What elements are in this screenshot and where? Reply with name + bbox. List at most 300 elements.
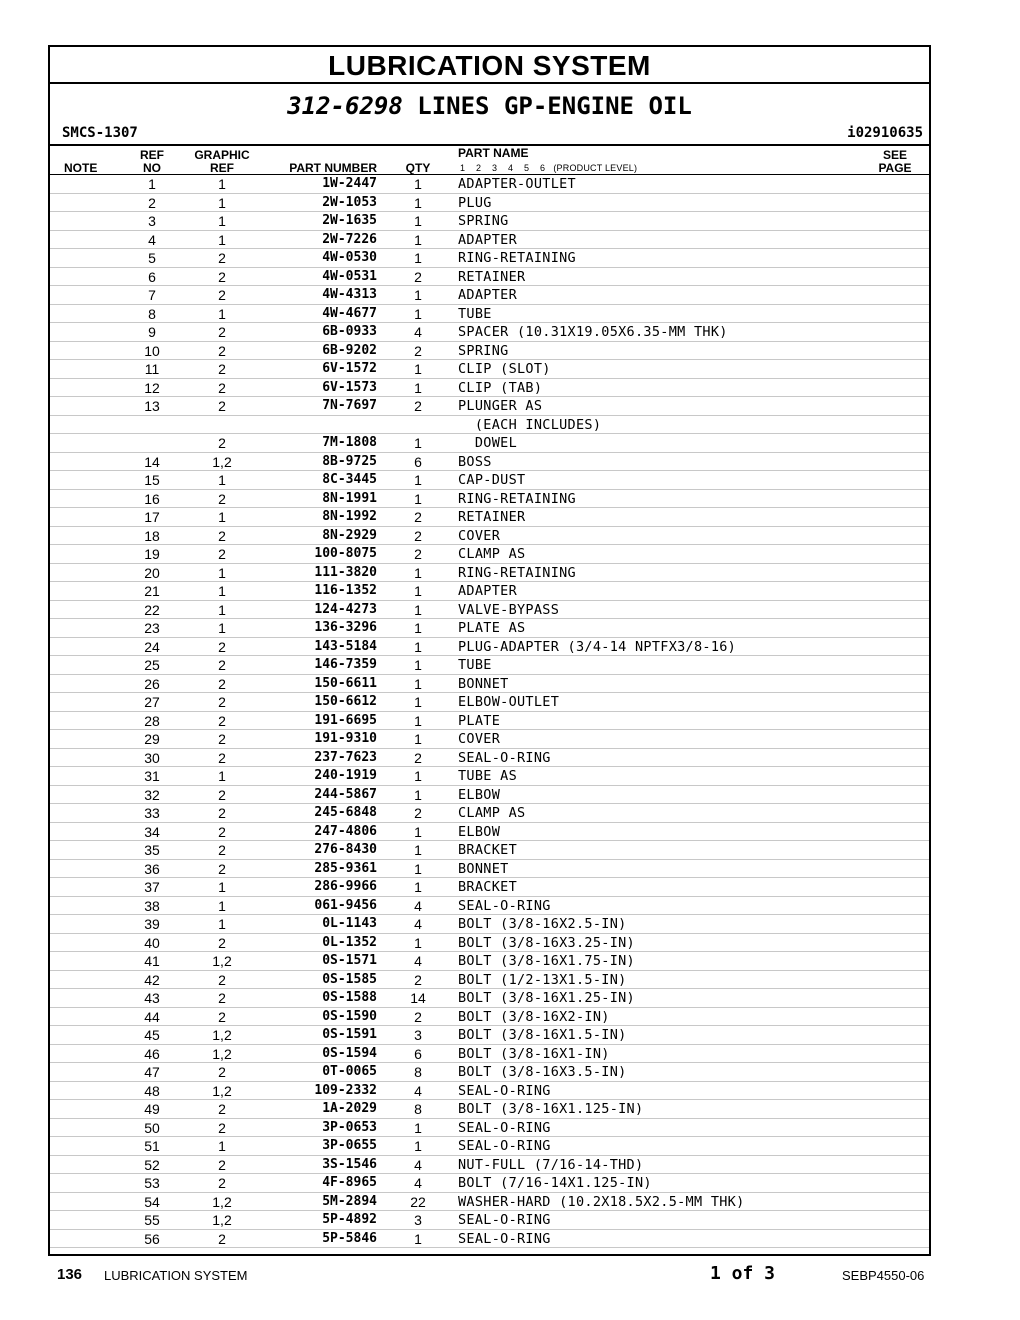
part-number: 4W-4313 — [322, 287, 377, 302]
table-row — [50, 749, 929, 768]
quantity: 4 — [414, 1082, 422, 1099]
part-name: ELBOW-OUTLET — [458, 694, 560, 710]
ref-no: 43 — [144, 990, 160, 1006]
part-number: 8N-1992 — [322, 509, 377, 524]
part-name: BOLT (3/8-16X1.75-IN) — [458, 953, 635, 969]
quantity: 1 — [414, 1119, 422, 1136]
part-name: TUBE — [458, 657, 492, 673]
ref-no: 41 — [144, 953, 160, 969]
ref-no: 33 — [144, 805, 160, 821]
graphic-ref: 2 — [218, 823, 226, 840]
ref-no: 13 — [144, 398, 160, 414]
graphic-ref: 1 — [218, 213, 226, 229]
ref-no: 3 — [148, 213, 156, 229]
ref-no: 50 — [144, 1119, 160, 1136]
quantity: 6 — [414, 1045, 422, 1062]
quantity: 1 — [414, 694, 422, 710]
smcs-code: SMCS-1307 — [62, 125, 138, 141]
part-name: ADAPTER — [458, 583, 517, 599]
graphic-ref: 2 — [218, 842, 226, 858]
quantity: 1 — [414, 379, 422, 396]
ref-no: 25 — [144, 657, 160, 673]
part-number: 245-6848 — [314, 805, 377, 820]
table-row — [50, 305, 929, 324]
table-row — [50, 638, 929, 657]
graphic-ref: 2 — [218, 638, 226, 655]
part-name: SEAL-O-RING — [458, 1230, 551, 1247]
part-number: 6B-9202 — [322, 342, 377, 358]
graphic-ref: 1,2 — [212, 1193, 232, 1210]
table-row — [50, 989, 929, 1008]
part-name: PLATE AS — [458, 620, 526, 636]
graphic-ref: 2 — [218, 1119, 226, 1136]
part-number: 111-3820 — [314, 564, 377, 580]
quantity: 22 — [410, 1193, 426, 1210]
table-row — [50, 212, 929, 231]
quantity: 1 — [414, 601, 422, 618]
part-number: 0T-0065 — [322, 1064, 377, 1079]
part-number: 6V-1572 — [322, 361, 377, 376]
table-row — [50, 804, 929, 823]
table-row — [50, 1008, 929, 1027]
table-row — [50, 1230, 929, 1249]
part-number: 143-5184 — [314, 638, 377, 654]
ref-no: 34 — [144, 823, 160, 840]
quantity: 1 — [414, 231, 422, 248]
ref-no: 1 — [148, 176, 156, 192]
graphic-ref: 2 — [218, 990, 226, 1006]
ref-no: 27 — [144, 694, 160, 710]
part-name: VALVE-BYPASS — [458, 601, 560, 618]
part-name: ELBOW — [458, 786, 501, 803]
header-ref-bottom: NO — [143, 161, 161, 175]
graphic-ref: 2 — [218, 1064, 226, 1080]
part-number: 4W-4677 — [322, 305, 377, 321]
part-number: 191-9310 — [314, 731, 377, 746]
part-name: BOLT (3/8-16X2-IN) — [458, 1008, 610, 1025]
graphic-ref: 2 — [218, 657, 226, 673]
graphic-ref: 1 — [218, 305, 226, 322]
header-part-name: PART NAME — [458, 146, 529, 160]
graphic-ref: 1 — [218, 231, 226, 248]
graphic-ref: 1,2 — [212, 953, 232, 969]
graphic-ref: 2 — [218, 361, 226, 377]
graphic-ref: 1 — [218, 916, 226, 932]
part-number: 0S-1594 — [322, 1045, 377, 1061]
graphic-ref: 2 — [218, 287, 226, 303]
part-number: 191-6695 — [314, 712, 377, 728]
quantity: 2 — [414, 342, 422, 359]
part-name: BOLT (3/8-16X3.5-IN) — [458, 1064, 627, 1080]
quantity: 4 — [414, 897, 422, 914]
part-number: 240-1919 — [314, 768, 377, 783]
header-graphic-top: GRAPHIC — [194, 148, 250, 162]
quantity: 1 — [414, 675, 422, 692]
part-name: ELBOW — [458, 823, 501, 840]
table-row — [50, 823, 929, 842]
table-row — [50, 1063, 929, 1082]
part-number: 061-9456 — [314, 897, 377, 913]
part-number: 247-4806 — [314, 823, 377, 839]
graphic-ref: 1 — [218, 472, 226, 488]
quantity: 4 — [414, 1175, 422, 1191]
ref-no: 7 — [148, 287, 156, 303]
quantity: 1 — [414, 361, 422, 377]
table-row — [50, 249, 929, 268]
parts-list-sheet — [48, 45, 931, 1256]
graphic-ref: 2 — [218, 1101, 226, 1117]
table-row — [50, 656, 929, 675]
part-number: 8B-9725 — [322, 453, 377, 469]
ref-no: 22 — [144, 601, 160, 618]
graphic-ref: 2 — [218, 934, 226, 951]
part-number: 8N-2929 — [322, 527, 377, 543]
part-name: BONNET — [458, 675, 509, 692]
part-name: BRACKET — [458, 879, 517, 895]
part-number: 4W-0531 — [322, 268, 377, 284]
ref-no: 9 — [148, 324, 156, 340]
part-name: BOLT (3/8-16X1.5-IN) — [458, 1027, 627, 1043]
ref-no: 16 — [144, 490, 160, 507]
ref-no: 21 — [144, 583, 160, 599]
ref-no: 55 — [144, 1212, 160, 1228]
ref-no: 23 — [144, 620, 160, 636]
part-name: ADAPTER — [458, 287, 517, 303]
part-name: WASHER-HARD (10.2X18.5X2.5-MM THK) — [458, 1193, 745, 1210]
document-id: i02910635 — [847, 125, 923, 141]
ref-no: 49 — [144, 1101, 160, 1117]
header-see-bottom: PAGE — [878, 161, 912, 175]
table-row — [50, 471, 929, 490]
header-part-number: PART NUMBER — [289, 161, 377, 175]
graphic-ref: 1 — [218, 509, 226, 525]
quantity: 8 — [414, 1064, 422, 1080]
graphic-ref: 2 — [218, 379, 226, 396]
table-row — [50, 527, 929, 546]
part-number: 3P-0655 — [322, 1138, 377, 1153]
part-number: 124-4273 — [314, 601, 377, 617]
ref-no: 39 — [144, 916, 160, 932]
graphic-ref: 2 — [218, 398, 226, 414]
quantity: 2 — [414, 398, 422, 414]
graphic-ref: 2 — [218, 435, 226, 451]
ref-no: 11 — [144, 361, 160, 377]
quantity: 2 — [414, 971, 422, 988]
ref-no: 54 — [144, 1193, 160, 1210]
part-number: 0S-1590 — [322, 1008, 377, 1024]
part-name: BONNET — [458, 860, 509, 877]
part-name: RETAINER — [458, 268, 526, 285]
table-row — [50, 601, 929, 620]
graphic-ref: 2 — [218, 860, 226, 877]
quantity: 1 — [414, 657, 422, 673]
part-number: 8C-3445 — [322, 472, 377, 487]
part-number: 7N-7697 — [322, 398, 377, 413]
group-name: LINES GP-ENGINE OIL — [417, 92, 692, 120]
quantity: 1 — [414, 879, 422, 895]
ref-no: 5 — [148, 250, 156, 266]
section-title: LUBRICATION SYSTEM — [50, 47, 929, 84]
ref-no: 31 — [144, 768, 160, 784]
ref-no: 17 — [144, 509, 160, 525]
graphic-ref: 2 — [218, 527, 226, 544]
header-note: NOTE — [64, 161, 98, 175]
parts-table-body — [50, 175, 929, 1248]
quantity: 1 — [414, 934, 422, 951]
table-row — [50, 693, 929, 712]
quantity: 14 — [410, 990, 426, 1006]
quantity: 4 — [414, 916, 422, 932]
part-number: 285-9361 — [314, 860, 377, 876]
part-name: TUBE AS — [458, 768, 517, 784]
table-row — [50, 1211, 929, 1230]
quantity: 1 — [414, 564, 422, 581]
graphic-ref: 1 — [218, 564, 226, 581]
part-name: PLUG — [458, 194, 492, 211]
part-number: 0S-1571 — [322, 953, 377, 968]
footer-page-of: 1 of 3 — [710, 1263, 776, 1284]
part-name: SEAL-O-RING — [458, 897, 551, 914]
table-row — [50, 1026, 929, 1045]
quantity: 1 — [414, 860, 422, 877]
quantity: 1 — [414, 620, 422, 636]
part-number: 2W-1053 — [322, 194, 377, 210]
ref-no: 12 — [144, 379, 160, 396]
part-name: COVER — [458, 527, 501, 544]
quantity: 3 — [414, 1212, 422, 1228]
column-header — [50, 146, 929, 175]
quantity: 2 — [414, 1008, 422, 1025]
ref-no: 37 — [144, 879, 160, 895]
ref-no: 36 — [144, 860, 160, 877]
table-row — [50, 231, 929, 250]
ref-no: 44 — [144, 1008, 160, 1025]
quantity: 1 — [414, 1138, 422, 1154]
table-row — [50, 1045, 929, 1064]
part-number: 3S-1546 — [322, 1156, 377, 1172]
quantity: 1 — [414, 250, 422, 266]
part-name: SPRING — [458, 342, 509, 359]
table-row — [50, 453, 929, 472]
ref-no: 19 — [144, 546, 160, 562]
part-number: 8N-1991 — [322, 490, 377, 506]
part-number: 1A-2029 — [322, 1101, 377, 1116]
table-row — [50, 545, 929, 564]
table-row — [50, 323, 929, 342]
part-number: 5M-2894 — [322, 1193, 377, 1209]
part-number: 244-5867 — [314, 786, 377, 802]
ref-no: 18 — [144, 527, 160, 544]
table-row — [50, 1082, 929, 1101]
table-row — [50, 897, 929, 916]
ref-no: 26 — [144, 675, 160, 692]
part-name: SEAL-O-RING — [458, 749, 551, 766]
quantity: 2 — [414, 749, 422, 766]
page-footer — [0, 1262, 1020, 1292]
group-title — [50, 84, 929, 122]
quantity: 1 — [414, 1230, 422, 1247]
ref-no: 53 — [144, 1175, 160, 1191]
quantity: 1 — [414, 472, 422, 488]
table-row — [50, 434, 929, 453]
graphic-ref: 2 — [218, 1008, 226, 1025]
part-name: SPRING — [458, 213, 509, 229]
graphic-ref: 2 — [218, 712, 226, 729]
smcs-row — [50, 122, 929, 146]
part-number: 146-7359 — [314, 657, 377, 672]
part-name: DOWEL — [458, 435, 517, 451]
graphic-ref: 2 — [218, 342, 226, 359]
quantity: 1 — [414, 490, 422, 507]
quantity: 1 — [414, 194, 422, 211]
ref-no: 40 — [144, 934, 160, 951]
part-name: BOLT (3/8-16X3.25-IN) — [458, 934, 635, 951]
header-product-levels: 1 2 3 4 5 6 (PRODUCT LEVEL) — [460, 163, 638, 173]
table-row — [50, 786, 929, 805]
quantity: 1 — [414, 786, 422, 803]
graphic-ref: 2 — [218, 268, 226, 285]
ref-no: 10 — [144, 342, 160, 359]
ref-no: 56 — [144, 1230, 160, 1247]
graphic-ref: 2 — [218, 971, 226, 988]
table-row — [50, 878, 929, 897]
part-number: 0S-1591 — [322, 1027, 377, 1042]
part-name: SEAL-O-RING — [458, 1138, 551, 1154]
part-name: BOLT (3/8-16X1.25-IN) — [458, 990, 635, 1006]
table-row — [50, 934, 929, 953]
ref-no: 51 — [144, 1138, 160, 1154]
part-number: 116-1352 — [314, 583, 377, 598]
ref-no: 29 — [144, 731, 160, 747]
graphic-ref: 2 — [218, 1175, 226, 1191]
part-number: 286-9966 — [314, 879, 377, 894]
part-number: 1W-2447 — [322, 176, 377, 191]
part-name: BOLT (3/8-16X1-IN) — [458, 1045, 610, 1062]
ref-no: 24 — [144, 638, 160, 655]
footer-doc-number: SEBP4550-06 — [842, 1268, 925, 1283]
table-row — [50, 1100, 929, 1119]
graphic-ref: 1 — [218, 583, 226, 599]
graphic-ref: 2 — [218, 1230, 226, 1247]
ref-no: 8 — [148, 305, 156, 322]
part-name: RING-RETAINING — [458, 250, 576, 266]
quantity: 1 — [414, 435, 422, 451]
ref-no: 48 — [144, 1082, 160, 1099]
quantity: 2 — [414, 805, 422, 821]
part-number: 150-6611 — [314, 675, 377, 691]
table-row — [50, 194, 929, 213]
ref-no: 47 — [144, 1064, 160, 1080]
table-row — [50, 1156, 929, 1175]
table-row — [50, 1119, 929, 1138]
part-number: 136-3296 — [314, 620, 377, 635]
header-see-top: SEE — [882, 148, 907, 162]
quantity: 4 — [414, 953, 422, 969]
part-number: 150-6612 — [314, 694, 377, 709]
ref-no: 32 — [144, 786, 160, 803]
part-name: RING-RETAINING — [458, 490, 576, 507]
quantity: 2 — [414, 509, 422, 525]
part-number: 3P-0653 — [322, 1119, 377, 1135]
graphic-ref: 2 — [218, 546, 226, 562]
part-name: SEAL-O-RING — [458, 1212, 551, 1228]
quantity: 1 — [414, 305, 422, 322]
table-row — [50, 379, 929, 398]
part-number: 4W-0530 — [322, 250, 377, 265]
part-name: RETAINER — [458, 509, 526, 525]
part-number: 0S-1588 — [322, 990, 377, 1005]
part-name: PLUNGER AS — [458, 398, 543, 414]
quantity: 1 — [414, 638, 422, 655]
table-row — [50, 841, 929, 860]
part-name: SEAL-O-RING — [458, 1119, 551, 1136]
quantity: 6 — [414, 453, 422, 470]
quantity: 2 — [414, 527, 422, 544]
ref-no: 35 — [144, 842, 160, 858]
header-qty: QTY — [405, 161, 431, 175]
ref-no: 52 — [144, 1156, 160, 1173]
table-row — [50, 175, 929, 194]
part-number: 0L-1143 — [322, 916, 377, 931]
table-row — [50, 675, 929, 694]
part-name: SEAL-O-RING — [458, 1082, 551, 1099]
table-row — [50, 730, 929, 749]
header-ref-top: REF — [140, 148, 164, 162]
graphic-ref: 1,2 — [212, 1082, 232, 1099]
table-row — [50, 416, 929, 435]
part-number: 4F-8965 — [322, 1175, 377, 1190]
part-name: BOLT (3/8-16X1.125-IN) — [458, 1101, 644, 1117]
table-row — [50, 342, 929, 361]
part-number: 7M-1808 — [322, 435, 377, 450]
part-name: ADAPTER — [458, 231, 517, 248]
table-row — [50, 564, 929, 583]
graphic-ref: 1,2 — [212, 1027, 232, 1043]
part-name: CLAMP AS — [458, 805, 526, 821]
quantity: 1 — [414, 731, 422, 747]
part-name: BOLT (3/8-16X2.5-IN) — [458, 916, 627, 932]
part-number: 276-8430 — [314, 842, 377, 857]
part-number: 100-8075 — [314, 546, 377, 561]
quantity: 1 — [414, 823, 422, 840]
quantity: 1 — [414, 287, 422, 303]
graphic-ref: 1 — [218, 897, 226, 914]
ref-no: 30 — [144, 749, 160, 766]
ref-no: 45 — [144, 1027, 160, 1043]
part-name: BOLT (1/2-13X1.5-IN) — [458, 971, 627, 988]
footer-page-number: 136 — [57, 1266, 83, 1283]
part-name: CLAMP AS — [458, 546, 526, 562]
part-name: NUT-FULL (7/16-14-THD) — [458, 1156, 644, 1173]
footer-section: LUBRICATION SYSTEM — [104, 1268, 248, 1283]
header-graphic-bottom: REF — [210, 161, 234, 175]
quantity: 4 — [414, 324, 422, 340]
ref-no: 15 — [144, 472, 160, 488]
graphic-ref: 1,2 — [212, 1212, 232, 1228]
quantity: 3 — [414, 1027, 422, 1043]
table-row — [50, 508, 929, 527]
ref-no: 4 — [148, 231, 156, 248]
table-row — [50, 1174, 929, 1193]
table-row — [50, 1137, 929, 1156]
graphic-ref: 1,2 — [212, 453, 232, 470]
part-name: CLIP (SLOT) — [458, 361, 551, 377]
graphic-ref: 2 — [218, 250, 226, 266]
table-row — [50, 952, 929, 971]
ref-no: 38 — [144, 897, 160, 914]
table-row — [50, 971, 929, 990]
graphic-ref: 1 — [218, 620, 226, 636]
